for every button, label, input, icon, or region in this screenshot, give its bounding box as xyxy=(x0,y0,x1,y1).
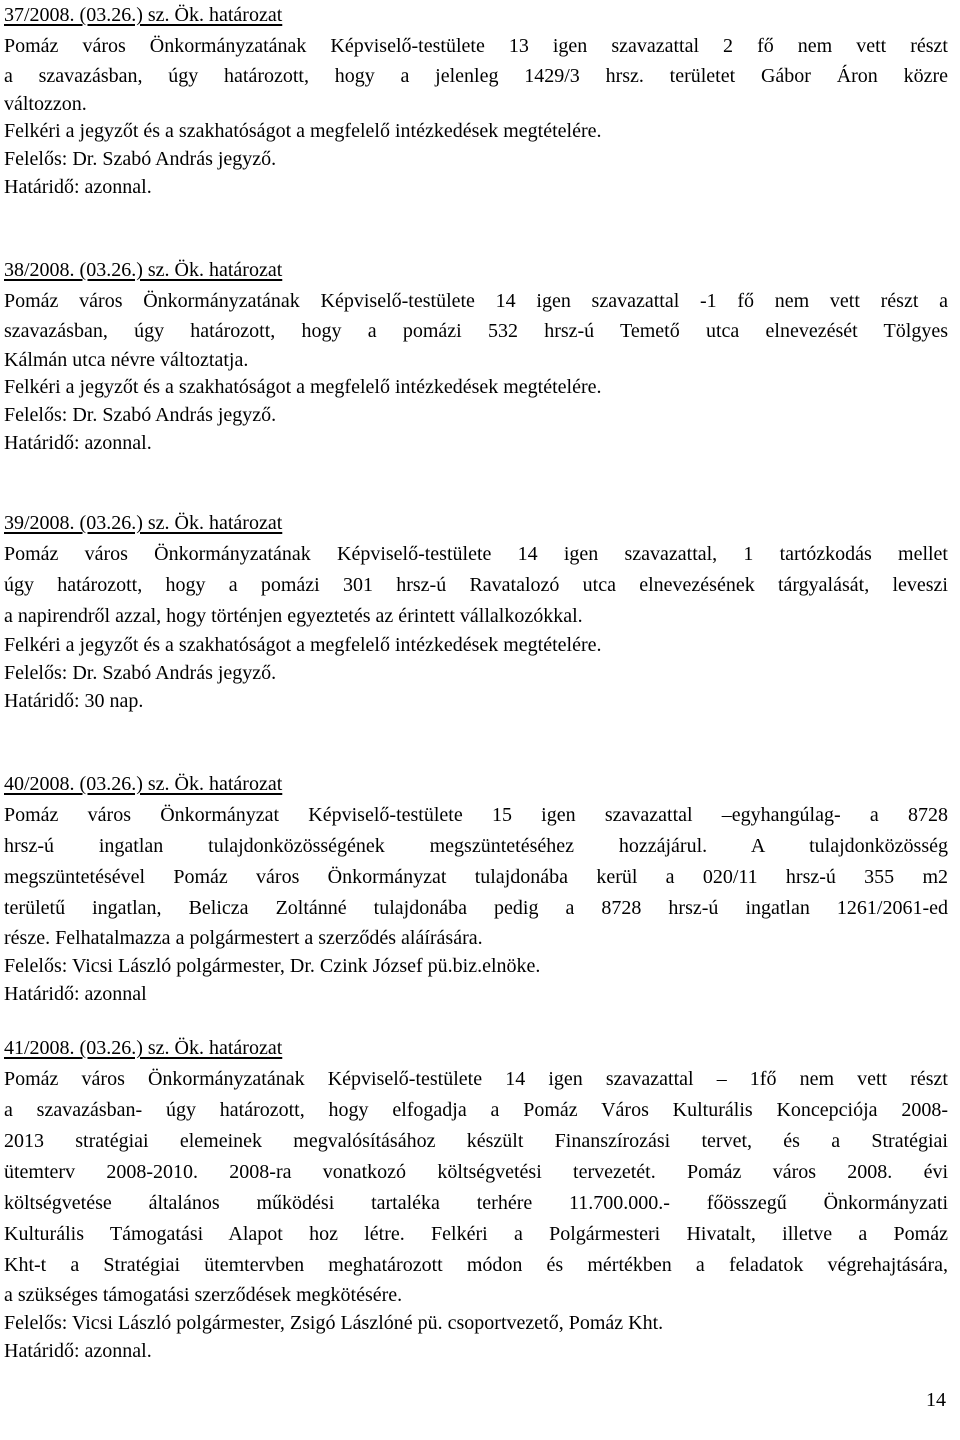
resolution-title: 39/2008. (03.26.) sz. Ök. határozat xyxy=(4,512,283,534)
text-line: Felelős: Dr. Szabó András jegyző. xyxy=(4,404,277,426)
text-line: szavazásban, úgy határozott, hogy a pomázi 532 hrsz-ú Temető utca elnevezését Tölgyes xyxy=(4,320,948,342)
resolution-title: 40/2008. (03.26.) sz. Ök. határozat xyxy=(4,773,283,795)
text-line: Pomáz város Önkormányzatának Képviselő-testülete 14 igen szavazattal, 1 tartózkodás mellet xyxy=(4,543,948,565)
text-line: Pomáz város Önkormányzat Képviselő-testülete 15 igen szavazattal –egyhangúlag- a 8728 xyxy=(4,804,948,826)
text-line: Határidő: azonnal. xyxy=(4,432,152,454)
text-line: változzon. xyxy=(4,93,87,115)
text-line: területű ingatlan, Belicza Zoltánné tulajdonába pedig a 8728 hrsz-ú ingatlan 1261/2061-ed xyxy=(4,897,948,919)
text-line: Felkéri a jegyzőt és a szakhatóságot a megfelelő intézkedések megtételére. xyxy=(4,634,602,656)
text-line: a szavazásban, úgy határozott, hogy a jelenleg 1429/3 hrsz. területet Gábor Áron közre xyxy=(4,65,948,87)
text-line: hrsz-ú ingatlan tulajdonközösségének megszüntetéséhez hozzájárul. A tulajdonközösség xyxy=(4,835,948,857)
text-line: a szükséges támogatási szerződések megkötésére. xyxy=(4,1284,403,1306)
text-line: költségvetése általános működési tartaléka terhére 11.700.000.- főösszegű Önkormányzati xyxy=(4,1192,948,1214)
text-line: Felelős: Vicsi László polgármester, Dr. Czink József pü.biz.elnöke. xyxy=(4,955,541,977)
text-line: Határidő: azonnal xyxy=(4,983,147,1005)
text-line: Felelős: Dr. Szabó András jegyző. xyxy=(4,148,277,170)
page-number: 14 xyxy=(926,1389,946,1411)
text-line: úgy határozott, hogy a pomázi 301 hrsz-ú Ravatalozó utca elnevezésének tárgyalását, leveszi xyxy=(4,574,948,596)
text-line: Pomáz város Önkormányzatának Képviselő-testülete 13 igen szavazattal 2 fő nem vett részt xyxy=(4,35,948,57)
text-line: Határidő: azonnal. xyxy=(4,176,152,198)
text-line: része. Felhatalmazza a polgármestert a szerződés aláírására. xyxy=(4,927,483,949)
text-line: Pomáz város Önkormányzatának Képviselő-testülete 14 igen szavazattal -1 fő nem vett részt a xyxy=(4,290,948,312)
text-line: 2013 stratégiai elemeinek megvalósításához készült Finanszírozási tervet, és a Stratégiai xyxy=(4,1130,948,1152)
text-line: Kht-t a Stratégiai ütemtervben meghatározott módon és mértékben a feladatok végrehajtására, xyxy=(4,1254,948,1276)
text-line: Felelős: Dr. Szabó András jegyző. xyxy=(4,662,277,684)
text-line: a napirendről azzal, hogy történjen egyeztetés az érintett vállalkozókkal. xyxy=(4,605,583,627)
text-line: Felelős: Vicsi László polgármester, Zsigó Lászlóné pü. csoportvezető, Pomáz Kht. xyxy=(4,1312,664,1334)
text-line: Határidő: azonnal. xyxy=(4,1340,152,1362)
text-line: Kulturális Támogatási Alapot hoz létre. Felkéri a Polgármesteri Hivatalt, illetve a Pomáz xyxy=(4,1223,948,1245)
text-line: a szavazásban- úgy határozott, hogy elfogadja a Pomáz Város Kulturális Koncepciója 2008- xyxy=(4,1099,948,1121)
text-line: Határidő: 30 nap. xyxy=(4,690,144,712)
text-line: Felkéri a jegyzőt és a szakhatóságot a megfelelő intézkedések megtételére. xyxy=(4,120,602,142)
resolution-title: 38/2008. (03.26.) sz. Ök. határozat xyxy=(4,259,283,281)
resolution-title: 37/2008. (03.26.) sz. Ök. határozat xyxy=(4,4,283,26)
resolution-title: 41/2008. (03.26.) sz. Ök. határozat xyxy=(4,1037,283,1059)
text-line: megszüntetésével Pomáz város Önkormányzat tulajdonába kerül a 020/11 hrsz-ú 355 m2 xyxy=(4,866,948,888)
text-line: Felkéri a jegyzőt és a szakhatóságot a megfelelő intézkedések megtételére. xyxy=(4,376,602,398)
text-line: Kálmán utca névre változtatja. xyxy=(4,349,249,371)
text-line: ütemterv 2008-2010. 2008-ra vonatkozó költségvetési tervezetét. Pomáz város 2008. évi xyxy=(4,1161,948,1183)
text-line: Pomáz város Önkormányzatának Képviselő-testülete 14 igen szavazattal – 1fő nem vett részt xyxy=(4,1068,948,1090)
